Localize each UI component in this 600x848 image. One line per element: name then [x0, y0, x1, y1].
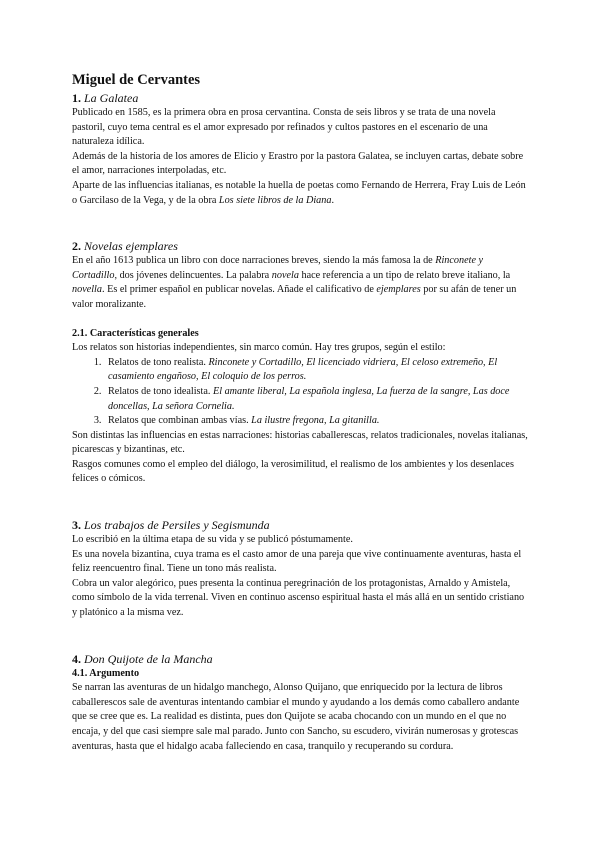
list-item [104, 385, 528, 414]
section-4-1-heading: 4.1. Argumento [72, 667, 140, 679]
item-works: La ilustre fregona, La gitanilla. [251, 415, 380, 427]
section-4-number: 4. [72, 651, 81, 666]
section-3-heading [72, 517, 528, 533]
emphasis: novela [271, 269, 299, 281]
text-run: hace referencia a un tipo de relato breve italiano, la [298, 269, 511, 281]
section-2-title: Novelas ejemplares [84, 239, 178, 254]
section-1-title: La Galatea [84, 91, 139, 105]
item-label: Relatos de tono idealista. [108, 385, 213, 397]
emphasis: novella [72, 284, 102, 296]
work-title: Rinconete y Cortadillo [72, 255, 484, 281]
item-works: El amante liberal, La española inglesa, La fuerza de la sangre, Las doce doncellas, La señora Cornelia. [108, 385, 510, 412]
text-run: . Es el primer español en publicar novelas. Añade el calificativo de [102, 284, 377, 296]
section-1-number: 1. [72, 91, 81, 105]
document-content [72, 72, 528, 754]
list-item [104, 414, 528, 429]
document-title: Miguel de Cervantes [72, 72, 201, 88]
section-2-1-heading: 2.1. Características generales [72, 327, 199, 339]
text-run: En el año 1613 publica un libro con doce narraciones breves, siendo la más famosa la de [72, 255, 436, 267]
section-3-paragraph-3: Cobra un valor alegórico, pues presenta la continua peregrinación de los protagonistas, Arnaldo y Amistela, como símbolo de la vida terrenal. Viven en continuo ascenso espiritual hasta el más allá en un sentido cristiano y platónico a la misma vez. [72, 577, 525, 619]
item-label: Relatos que combinan ambas vías. [108, 415, 252, 427]
text-run: , dos jóvenes delincuentes. La palabra [114, 269, 272, 281]
item-label: Relatos de tono realista. [108, 356, 209, 368]
section-4-heading [72, 651, 528, 667]
section-1-paragraph-1: Publicado en 1585, es la primera obra en prosa cervantina. Consta de seis libros y se trata de una novela pastoril, cuyo tema central es el amor expresado por refinados y cultos pastores en el escenario de una naturaleza idílica. [72, 107, 496, 148]
text-run: . [331, 194, 335, 206]
list-item [104, 356, 528, 385]
section-4-1-paragraph: Se narran las aventuras de un hidalgo manchego, Alonso Quijano, que enriquecido por la lectura de libros caballerescos sale de aventuras intentando cambiar el mundo y ayudando a los demás como caballero andante que se cree que es. La realidad es distinta, pues don Quijote se acaba chocando con un mundo en el que no encaja, y del que casi siempre sale mal parado. Junto con Sancho, su escudero, vivirán numerosas y grotescas aventuras, hasta que el hidalgo acaba falleciendo en casa, tranquilo y recuperando su cordura. [72, 682, 520, 752]
section-3-title: Los trabajos de Persiles y Segismunda [84, 518, 270, 533]
section-2-paragraph-1 [72, 254, 528, 312]
section-4-title: Don Quijote de la Mancha [84, 651, 213, 666]
section-3-paragraph-2: Es una novela bizantina, cuya trama es el casto amor de una pareja que vive continuamente aventuras, hasta el feliz reencuentro final. Tiene un tono más realista. [72, 548, 522, 575]
section-3-number: 3. [72, 518, 81, 533]
work-title: Los siete libros de la Diana [218, 194, 332, 206]
text-run: Aparte de las influencias italianas, es notable la huella de poetas como Fernando de Herrera, Fray Luis de León o Garcilaso de la Vega, y de la obra [72, 179, 526, 206]
section-2-1-intro: Los relatos son historias independientes, sin marco común. Hay tres grupos, según el estilo: [72, 342, 446, 354]
item-works: Rinconete y Cortadillo, El licenciado vidriera, El celoso extremeño, El casamiento engañoso, El coloquio de los perros. [108, 356, 498, 383]
section-3-paragraph-1: Lo escribió en la última etapa de su vida y se publicó póstumamente. [72, 534, 353, 546]
story-groups-list [72, 356, 528, 429]
section-2-heading [72, 238, 528, 254]
emphasis: ejemplares [376, 284, 421, 296]
section-1-paragraph-3 [72, 179, 528, 208]
section-2-number: 2. [72, 239, 81, 254]
section-2-1-paragraph-2: Son distintas las influencias en estas narraciones: historias caballerescas, relatos tradicionales, novelas italianas, picarescas y bizantinas, etc. [72, 429, 528, 456]
section-2-1-paragraph-3: Rasgos comunes como el empleo del diálogo, la verosimilitud, el realismo de los ambientes y los desenlaces felices o cómicos. [72, 458, 514, 485]
section-1-paragraph-2: Además de la historia de los amores de Elicio y Erastro por la pastora Galatea, se incluyen cartas, debate sobre el amor, narraciones interpoladas, etc. [72, 150, 524, 177]
section-1-heading [72, 90, 528, 106]
text-run: por su afán de tener un valor moralizante. [72, 284, 517, 310]
